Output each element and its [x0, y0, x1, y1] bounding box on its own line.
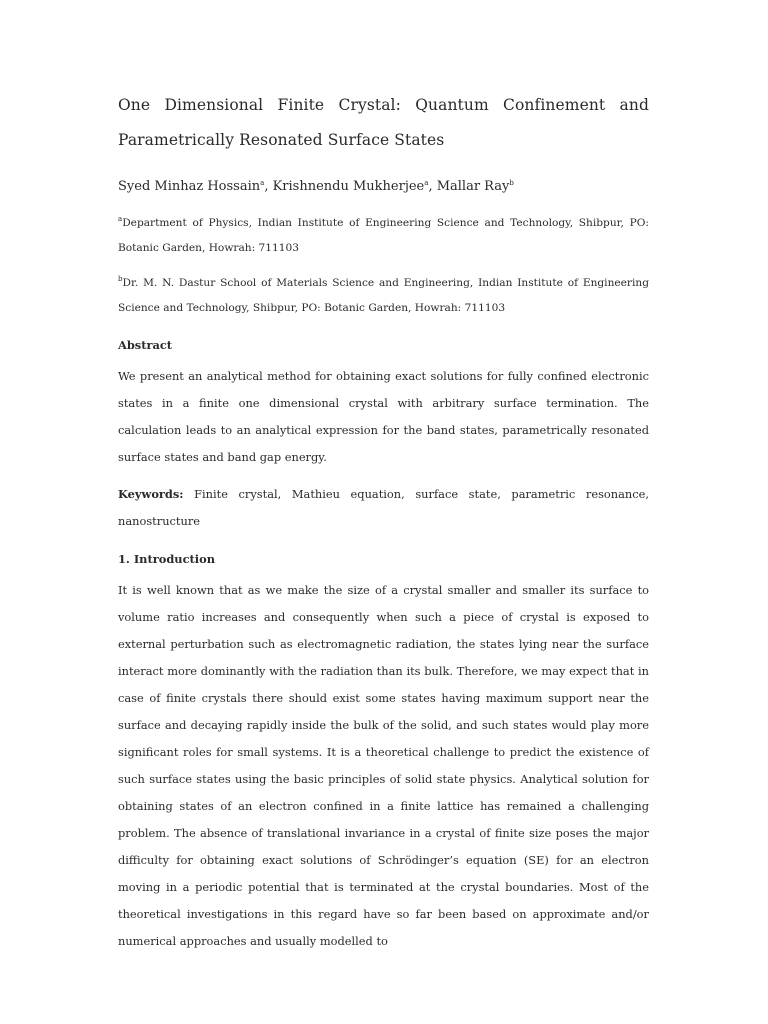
keywords-label: Keywords: [118, 487, 184, 501]
introduction-heading: 1. Introduction [118, 552, 215, 566]
affiliation-b [118, 267, 649, 321]
author-affil-mark: a [260, 179, 265, 187]
affiliation-mark: b [118, 275, 123, 283]
introduction-text: It is well known that as we make the size of a crystal smaller and smaller its surface to volume ratio increases and consequently when such a piece of crystal is exposed to external perturbation such as electromagnetic radiation, the states lying near the surface interact more dominantly with the radiation than its bulk. Therefore, we may expect that in case of finite crystals there should exist some states having maximum support near the surface and decaying rapidly inside the bulk of the solid, and such states would play more significant roles for small systems. It is a theoretical challenge to predict the existence of such surface states using the basic principles of solid state physics. Analytical solution for obtaining states of an electron confined in a finite lattice has remained a challenging problem. The absence of translational invariance in a crystal of finite size poses the major difficulty for obtaining exact solutions of Schrödinger’s equation (SE) for an electron moving in a periodic potential that is terminated at the crystal boundaries. Most of the theoretical investigations in this regard have so far been based on approximate and/or numerical approaches and usually modelled to [118, 583, 649, 948]
author-name: Krishnendu Mukherjee [272, 179, 425, 194]
abstract-text: We present an analytical method for obtaining exact solutions for fully confined electronic states in a finite one dimensional crystal with arbitrary surface termination. The calculation leads to an analytical expression for the band states, parametrically resonated surface states and band gap energy. [118, 369, 649, 464]
author-affil-mark: a [424, 179, 429, 187]
author-name: Mallar Ray [436, 179, 510, 194]
affiliation-a [118, 207, 649, 261]
paper-page [118, 88, 649, 955]
author-affil-mark: b [509, 179, 514, 187]
title-line-1: One Dimensional Finite Crystal: Quantum Confinement and [118, 96, 649, 114]
author-list [118, 174, 649, 196]
keywords-text: Finite crystal, Mathieu equation, surface state, parametric resonance, nanostructure [118, 487, 649, 528]
affiliation-text: Dr. M. N. Dastur School of Materials Science and Engineering, Indian Institute of Engineering Science and Technology, Shibpur, PO: Botanic Garden, Howrah: 711103 [118, 277, 649, 314]
author-name: Syed Minhaz Hossain [118, 179, 261, 194]
abstract-heading: Abstract [118, 338, 173, 352]
title-line-2: Parametrically Resonated Surface States [118, 131, 445, 149]
paper-title [118, 88, 649, 158]
author-separator: , [264, 179, 273, 194]
affiliation-mark: a [118, 215, 123, 223]
affiliation-text: Department of Physics, Indian Institute of Engineering Science and Technology, Shibpur, PO: Botanic Garden, Howrah: 711103 [118, 217, 649, 254]
keywords [118, 481, 649, 535]
author-separator: , [428, 179, 437, 194]
